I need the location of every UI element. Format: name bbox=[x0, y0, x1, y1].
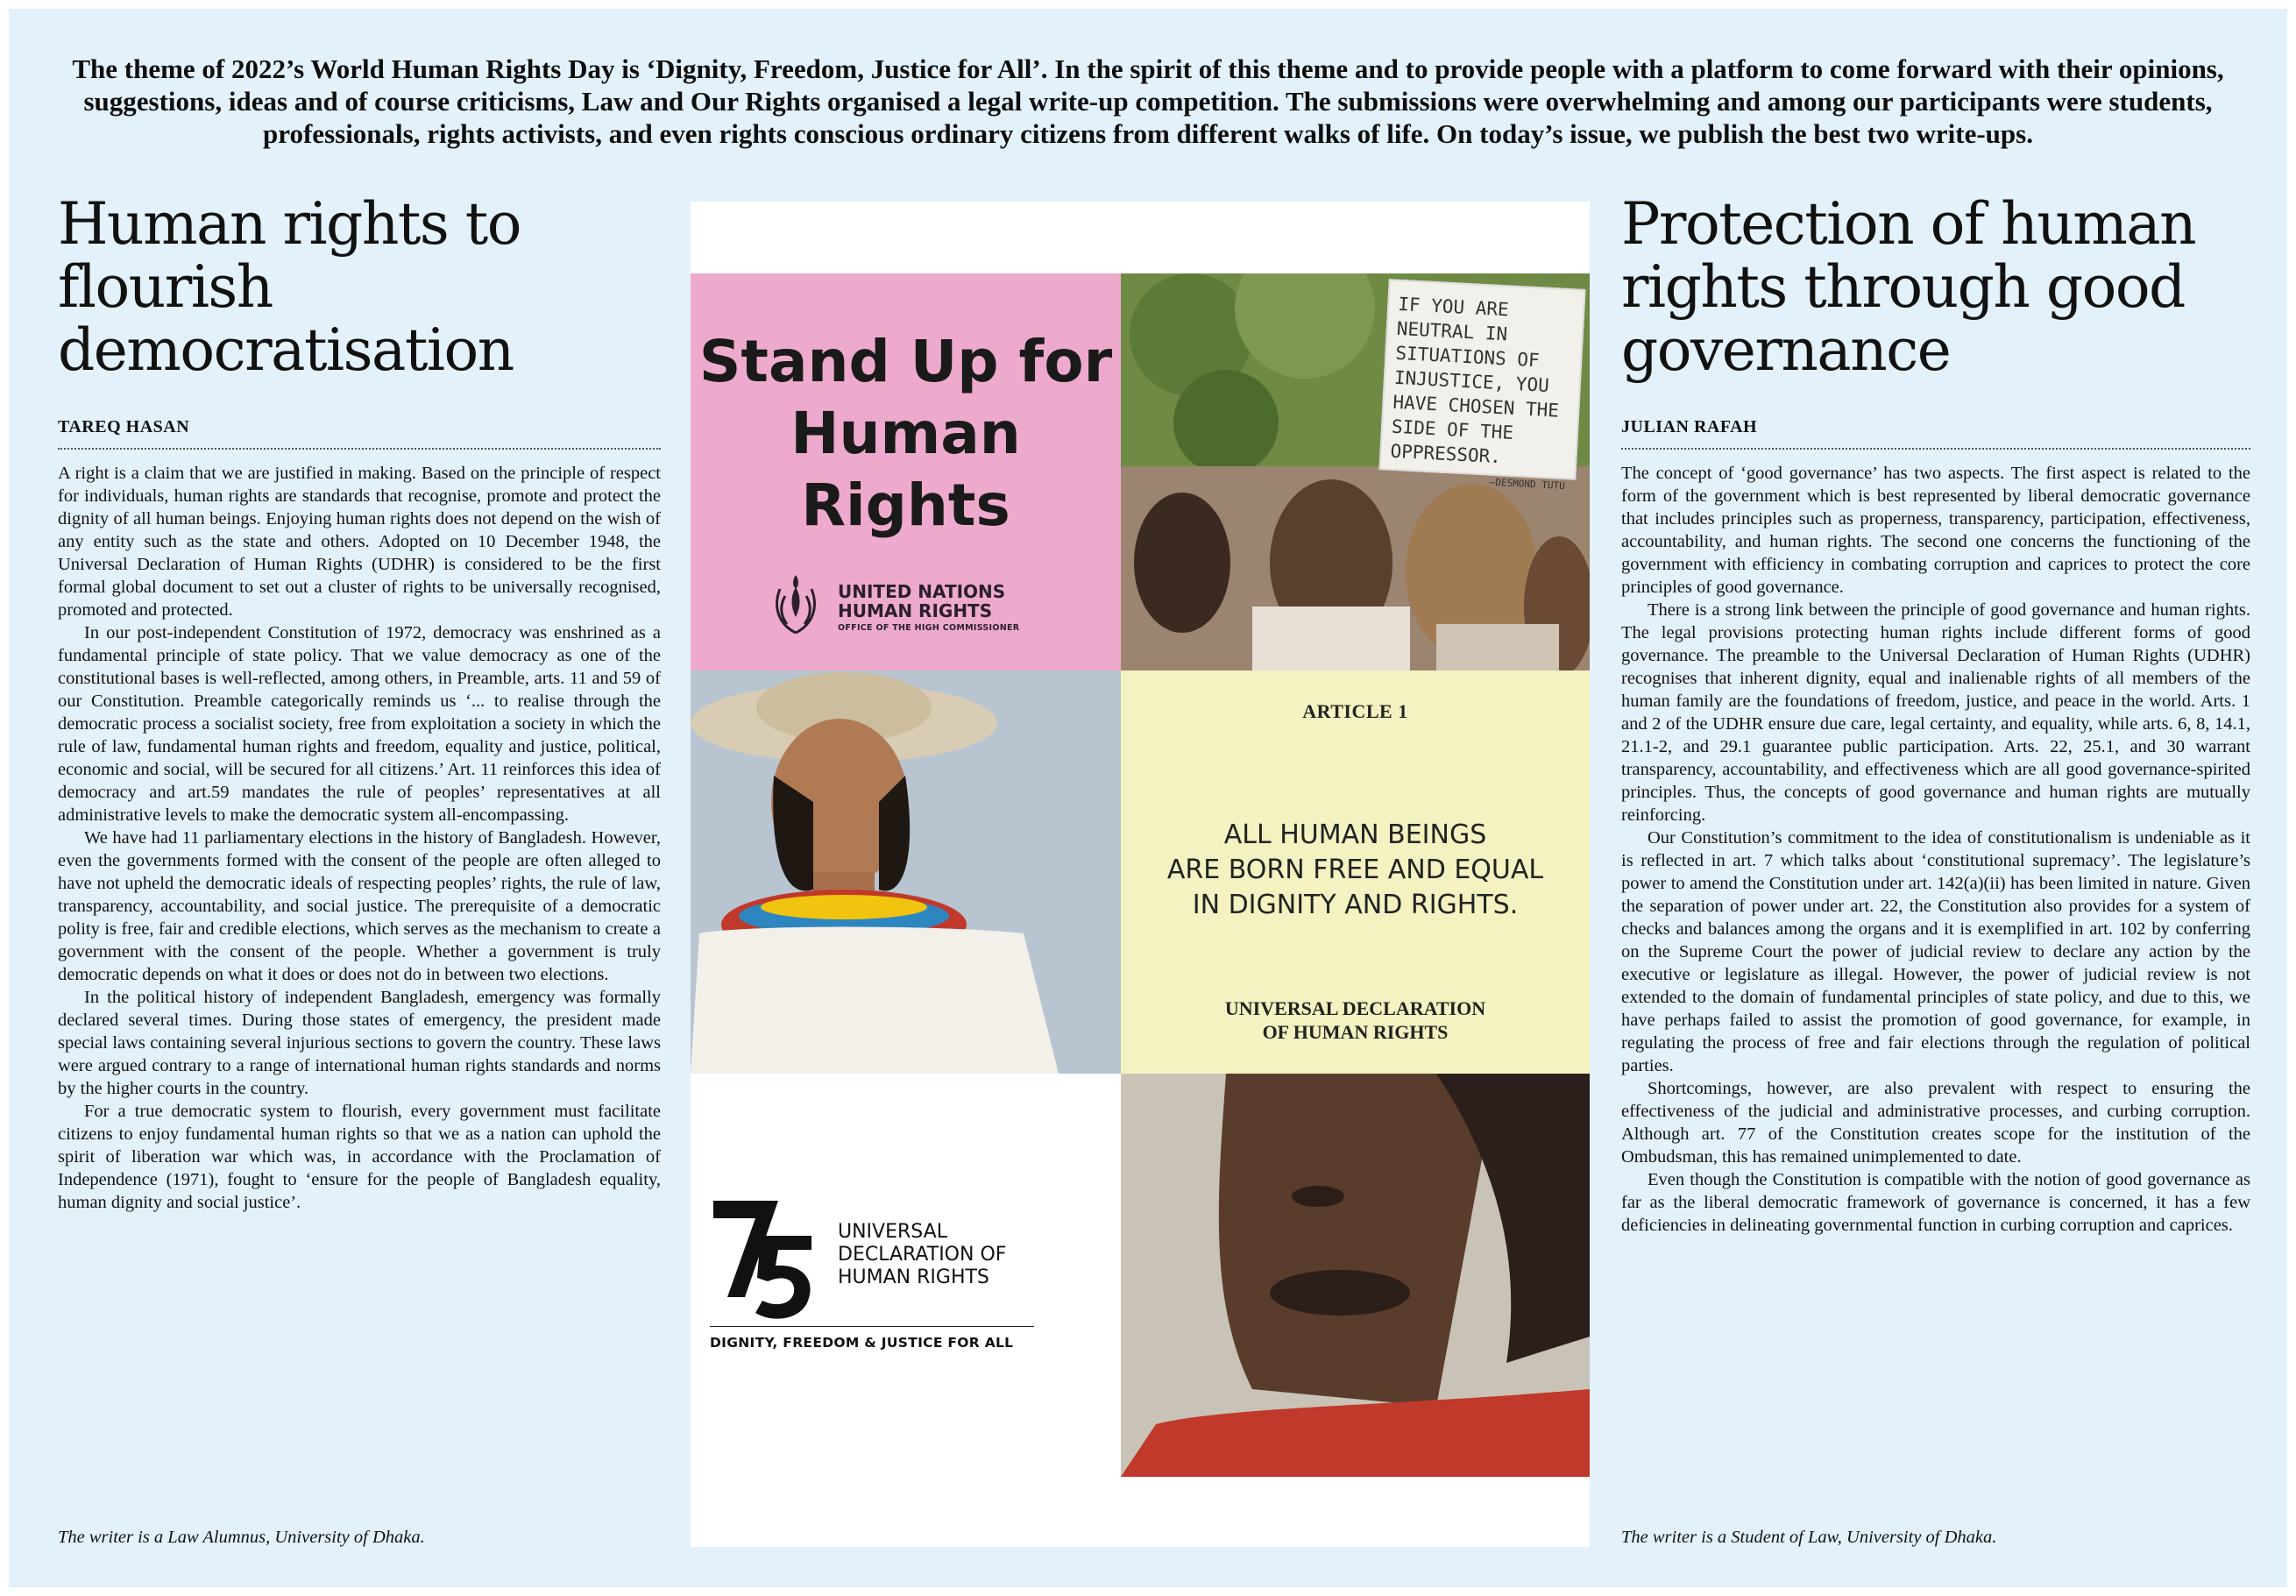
protest-sign-text: IF YOU ARE NEUTRAL IN SITUATIONS OF INJUSTICE, YOU HAVE CHOSEN THE SIDE OF THE OPPRESSOR. bbox=[1389, 293, 1560, 468]
right-paragraph: There is a strong link between the principle of good governance and human rights. The legal provisions protecting human rights include different forms of good governance. The preamble to the Universal Declaration of Human Rights (UDHR) recognises that inherent dignity, equal and inalienable rights of all members of the human family are the foundations of freedom, justice, and peace in the world. Arts. 1 and 2 of the UDHR ensure due care, legal certainty, and equality, while arts. 6, 8, 14.1, 21.1-2, and 29.1 guarantee public participation. Arts. 22, 25.1, and 30 warrant transparency, accountability, and effectiveness which are all good governance-spirited principles. Thus, the concepts of good governance and human rights are mutually reinforcing. bbox=[1621, 600, 2250, 825]
right-paragraph: The concept of ‘good governance’ has two aspects. The first aspect is related to the form of the government which is best represented by liberal democratic governance that includes principles such as properness, transparency, participation, effectiveness, accountability, and human rights. The second one concerns the functioning of the government with efficiency in combating corruption and caprices to protect the core principles of good governance. bbox=[1621, 464, 2250, 597]
woman-portrait-image bbox=[691, 670, 1121, 1074]
left-paragraph: In our post-independent Constitution of 1972, democracy was enshrined as a fundamental principle of state policy. That we value democracy as one of the constitutional bases is well-reflected, among others, in Preamble, arts. 11 and 59 of our Constitution. Preamble categorically reminds us ‘... to realise through the democratic process a socialist society, free from exploitation a society in which the rule of law, fundamental human rights and freedom, equality and justice, political, economic and social, will be secured for all citizens.’ Art. 11 reinforces this idea of democracy and art.59 mandates the rule of peoples’ representatives at all administrative levels to make the democratic system all-encompassing. bbox=[58, 623, 661, 825]
right-headline: Protection of human rights through good governance bbox=[1621, 190, 2196, 384]
un-text bbox=[838, 582, 1019, 633]
stand-up-title: Stand Up for Human Rights bbox=[698, 328, 1113, 539]
right-article bbox=[1621, 190, 2250, 1237]
article-1-poster bbox=[1121, 670, 1590, 1074]
newspaper-page bbox=[9, 9, 2287, 1587]
logo-text: UNIVERSAL DECLARATION OF HUMAN RIGHTS bbox=[838, 1221, 1007, 1288]
image-collage bbox=[691, 202, 1590, 1547]
article-text: ALL HUMAN BEINGS ARE BORN FREE AND EQUAL IN DIGNITY AND RIGHTS. bbox=[1166, 819, 1544, 920]
left-body bbox=[58, 462, 661, 1214]
udhr-75-logo bbox=[691, 1074, 1121, 1477]
logo-tagline: DIGNITY, FREEDOM & JUSTICE FOR ALL bbox=[710, 1335, 1014, 1351]
left-paragraph: For a true democratic system to flourish, every government must facilitate citizens to enjoy fundamental human rights so that we as a nation can uphold the spirit of liberation war which was, in accordance with the Proclamation of Independence (1971), fought to ‘ensure for the people of Bangladesh equality, human dignity and social justice’. bbox=[58, 1102, 661, 1212]
left-paragraph: A right is a claim that we are justified in making. Based on the principle of respect for individuals, human rights are standards that recognise, promote and protect the dignity of all human beings. Enjoying human rights does not depend on the wish of any entity such as the state and others. Adopted on 10 December 1948, the Universal Declaration of Human Rights (UDHR) is considered to be the first formal global document to set out a cluster of rights to be universally recognised, promoted and protected. bbox=[58, 464, 661, 620]
stand-up-poster bbox=[691, 273, 1121, 670]
protest-sign-attribution: —DESMOND TUTU bbox=[1489, 476, 1566, 493]
left-writer-credit: The writer is a Law Alumnus, University of Dhaka. bbox=[58, 1528, 425, 1547]
right-paragraph: Our Constitution’s commitment to the idea of constitutionalism is undeniable as it is reflected in art. 7 which talks about ‘constitutional supremacy’. The legislature’s power to amend the Constitution under art. 142(a)(ii) has been limited in nature. Given the separation of power under art. 22, the Constitution also provides for a system of checks and balances among the organs and it is exemplified in art. 102 by conferring on the Supreme Court the power of judicial review to declare any action by the executive or legislature as illegal. However, the power of judicial review is not extended to the domain of fundamental principles of state policy, and due to this, we have perhaps failed to assist the promotion of good governance, for example, in regulating the process of free and fair elections through the regulation of political parties. bbox=[1621, 828, 2250, 1075]
un-line-2: HUMAN RIGHTS bbox=[838, 600, 993, 621]
article-label: ARTICLE 1 bbox=[1302, 700, 1408, 722]
protest-photo bbox=[1121, 273, 1590, 670]
un-line-1: UNITED NATIONS bbox=[838, 581, 1006, 602]
left-paragraph: We have had 11 parliamentary elections in the history of Bangladesh. However, even the governments formed with the consent of the people are often alleged to have not upheld the democratic ideals of respecting peoples’ rights, the rule of law, transparency, accountability, and social justice. The prerequisite of a democratic polity is free, fair and credible elections, which serves as the mechanism to create a government with the consent of the people. Whether a government is truly democratic depends on what it does or does not do in between two elections. bbox=[58, 828, 661, 984]
seventy-five-logo-icon bbox=[710, 1192, 815, 1323]
right-writer-credit: The writer is a Student of Law, University of Dhaka. bbox=[1621, 1528, 1997, 1547]
woman-portrait-photo bbox=[691, 670, 1121, 1074]
left-article bbox=[58, 190, 661, 1214]
right-paragraph: Even though the Constitution is compatible with the notion of good governance as far as the liberal democratic framework of governance is concerned, it has a few deficiencies in delineating governmental function in curbing corruption and caprices. bbox=[1621, 1170, 2250, 1235]
un-line-3: OFFICE OF THE HIGH COMMISSIONER bbox=[838, 623, 1020, 633]
man-portrait-image bbox=[1121, 1074, 1590, 1477]
un-human-rights-logo-icon bbox=[761, 571, 831, 642]
logo-divider bbox=[710, 1326, 1034, 1327]
udhr-label: UNIVERSAL DECLARATION OF HUMAN RIGHTS bbox=[1224, 997, 1486, 1043]
right-body bbox=[1621, 462, 2250, 1237]
left-headline: Human rights to flourish democratisation bbox=[58, 190, 521, 384]
man-portrait-photo bbox=[1121, 1074, 1590, 1477]
right-paragraph: Shortcomings, however, are also prevalent with respect to ensuring the effectiveness of the judicial and administrative processes, and curbing corruption. Although art. 77 of the Constitution creates scope for the institution of the Ombudsman, this has remained unimplemented to date. bbox=[1621, 1079, 2250, 1167]
left-paragraph: In the political history of independent Bangladesh, emergency was formally declared several times. During those states of emergency, the president made special laws containing several injurious sections to govern the country. These laws were argued contrary to a range of international human rights standards and norms by the higher courts in the country. bbox=[58, 988, 661, 1098]
left-byline: TAREQ HASAN bbox=[58, 417, 661, 450]
right-byline: JULIAN RAFAH bbox=[1621, 417, 2250, 450]
intro-paragraph: The theme of 2022’s World Human Rights Day is ‘Dignity, Freedom, Justice for All’. In the spirit of this theme and to provide people with a platform to come forward with their opinions, suggestions, ideas and of course criticisms, Law and Our Rights organised a legal write-up competition. The submissions were overwhelming and among our participants were students, professionals, rights activists, and even rights conscious ordinary citizens from different walks of life. On today’s issue, we publish the best two write-ups. bbox=[72, 53, 2224, 149]
protest-sign bbox=[1378, 279, 1585, 493]
